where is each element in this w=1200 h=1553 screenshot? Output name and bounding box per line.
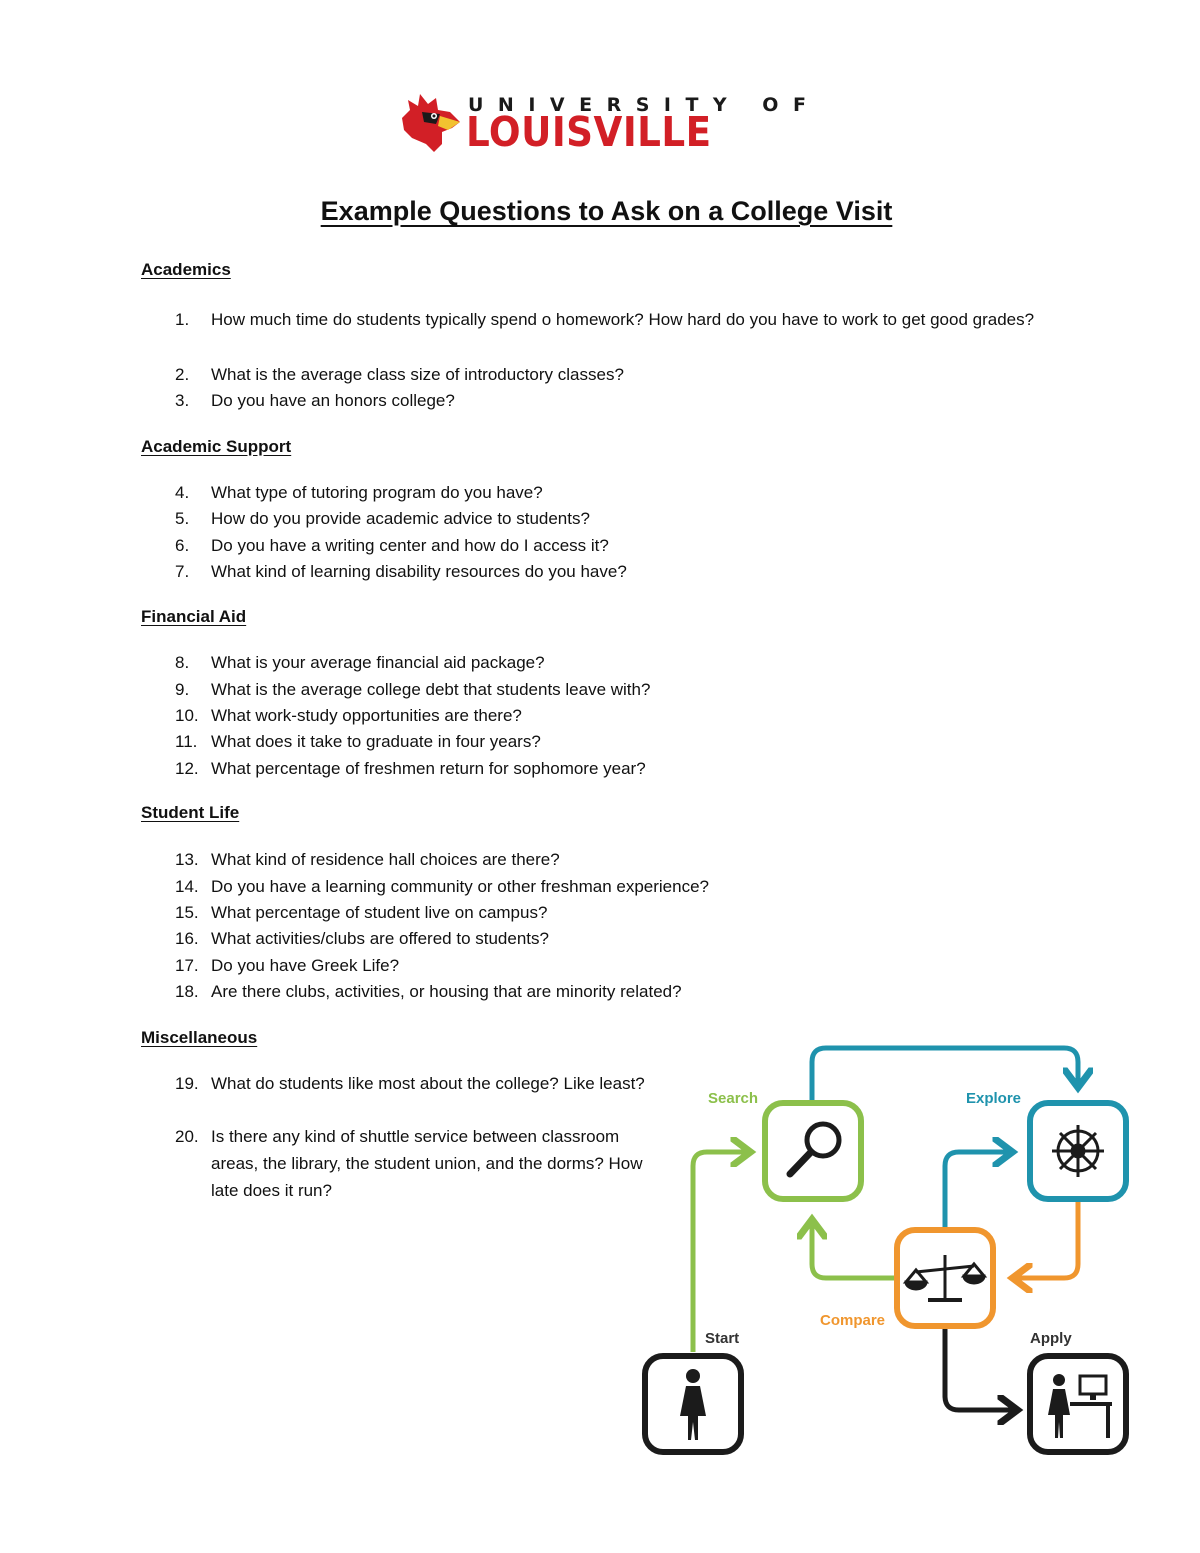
list-item-text: What is your average financial aid package? (211, 653, 545, 672)
list-item-text: What is the average class size of introductory classes? (211, 365, 624, 384)
arrow-compare-to-search (812, 1222, 896, 1278)
list-item-number: 8. (175, 653, 190, 672)
cardinal-bird-icon (396, 92, 462, 154)
step-label-explore: Explore (966, 1090, 1022, 1107)
arrow-compare-to-explore (945, 1152, 1010, 1228)
university-logo (396, 92, 821, 158)
step-label-apply: Apply (1030, 1330, 1072, 1347)
list-item-number: 17. (175, 956, 199, 975)
list-item-text: What is the average college debt that students leave with? (211, 680, 651, 699)
list-item-number: 4. (175, 483, 190, 502)
list-item-text: What kind of learning disability resources do you have? (211, 562, 627, 581)
list-item-number: 1. (175, 310, 190, 329)
logo-line-university-of: UNIVERSITY OF (468, 94, 821, 116)
list-item-number: 3. (175, 391, 190, 410)
section-heading-academics: Academics (141, 260, 231, 279)
section-heading-student-life: Student Life (141, 803, 240, 822)
list-item-text: Are there clubs, activities, or housing that are minority related? (211, 982, 682, 1001)
list-item-text: What activities/clubs are offered to students? (211, 929, 549, 948)
list-item-number: 9. (175, 680, 190, 699)
step-label-compare: Compare (820, 1312, 886, 1329)
section-heading-miscellaneous: Miscellaneous (141, 1028, 258, 1047)
list-item-text: What do students like most about the college? Like least? (211, 1074, 645, 1093)
list-item-number: 15. (175, 903, 199, 922)
list-item-text: What does it take to graduate in four years? (211, 732, 541, 751)
list-item-number: 12. (175, 759, 199, 778)
list-item-number: 7. (175, 562, 190, 581)
list-item-text: Is there any kind of shuttle service between classroom areas, the library, the student union, and the dorms? How late does it run? (211, 1127, 643, 1200)
list-item-text: What percentage of student live on campus? (211, 903, 548, 922)
list-item-text: What percentage of freshmen return for sophomore year? (211, 759, 646, 778)
list-item-text: Do you have an honors college? (211, 391, 455, 410)
section-heading-financial-aid: Financial Aid (141, 607, 247, 626)
list-item-number: 5. (175, 509, 190, 528)
list-item-text: What type of tutoring program do you have? (211, 483, 543, 502)
list-item-number: 14. (175, 877, 199, 896)
list-item-text: Do you have Greek Life? (211, 956, 400, 975)
list-item-number: 20. (175, 1127, 199, 1146)
step-label-search: Search (708, 1090, 759, 1107)
list-item-number: 19. (175, 1074, 199, 1093)
list-item-text: Do you have a learning community or other freshman experience? (211, 877, 709, 896)
list-item-number: 16. (175, 929, 199, 948)
list-item-number: 6. (175, 536, 190, 555)
arrow-search-to-explore (812, 1048, 1078, 1100)
logo-line-louisville: LOUISVILLE (466, 108, 712, 156)
step-label-start: Start (705, 1330, 740, 1347)
list-item-text: Do you have a writing center and how do I access it? (211, 536, 609, 555)
list-item-number: 11. (175, 732, 198, 751)
section-heading-academic-support: Academic Support (141, 437, 292, 456)
list-item-text: What kind of residence hall choices are there? (211, 850, 560, 869)
list-item-number: 13. (175, 850, 199, 869)
arrow-start-to-search (693, 1152, 748, 1352)
list-item-text: How much time do students typically spend o homework? How hard do you have to work to get good grades? (211, 310, 1035, 329)
college-process-diagram (630, 1030, 1150, 1470)
arrow-compare-to-apply (945, 1326, 1015, 1410)
page-title: Example Questions to Ask on a College Visit (320, 196, 893, 226)
arrow-explore-to-compare (1015, 1200, 1078, 1278)
list-item-number: 10. (175, 706, 199, 725)
list-item-number: 18. (175, 982, 199, 1001)
list-item-number: 2. (175, 365, 190, 384)
list-item-text: What work-study opportunities are there? (211, 706, 522, 725)
list-item-text: How do you provide academic advice to students? (211, 509, 590, 528)
